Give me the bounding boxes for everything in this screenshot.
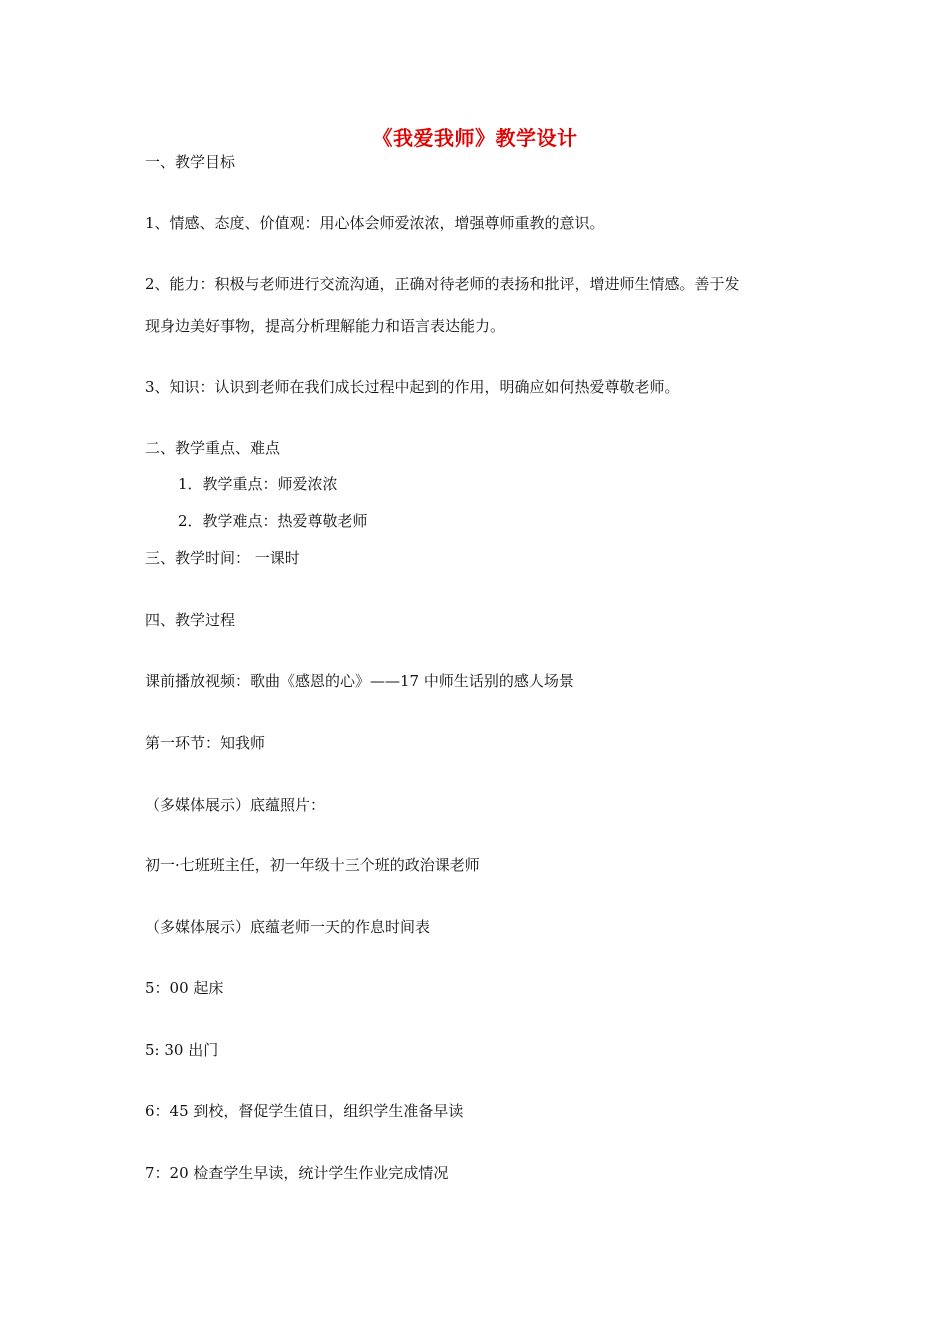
objective-2-continued: 现身边美好事物，提高分析理解能力和语言表达能力。 [145,317,506,335]
teacher-role: 初一·七班班主任，初一年级十三个班的政治课老师 [145,856,480,874]
schedule-item-3: 6：45 到校，督促学生值日，组织学生准备早读 [145,1102,464,1120]
section-heading-objectives: 一、教学目标 [145,153,236,171]
schedule-item-4: 7：20 检查学生早读，统计学生作业完成情况 [145,1164,449,1182]
schedule-item-1: 5：00 起床 [145,979,224,997]
stage-1-heading: 第一环节：知我师 [145,734,266,752]
key-point-1: 1．教学重点：师爱浓浓 [178,475,338,493]
objective-3: 3、知识：认识到老师在我们成长过程中起到的作用，明确应如何热爱尊敬老师。 [145,378,680,396]
multimedia-schedule: （多媒体展示）底蕴老师一天的作息时间表 [145,918,431,936]
section-heading-key-points: 二、教学重点、难点 [145,439,281,457]
section-heading-time: 三、教学时间： 一课时 [145,549,300,567]
document-title: 《我爱我师》教学设计 [372,126,578,150]
objective-2: 2、能力：积极与老师进行交流沟通，正确对待老师的表扬和批评，增进师生情感。善于发 [145,275,740,293]
schedule-item-2: 5: 30 出门 [145,1041,219,1059]
section-heading-process: 四、教学过程 [145,611,236,629]
multimedia-photo: （多媒体展示）底蕴照片： [145,796,326,814]
pre-class-video: 课前播放视频：歌曲《感恩的心》——17 中师生话别的感人场景 [145,672,574,690]
key-point-2: 2．教学难点：热爱尊敬老师 [178,512,368,530]
objective-1: 1、情感、态度、价值观：用心体会师爱浓浓，增强尊师重教的意识。 [145,214,605,232]
